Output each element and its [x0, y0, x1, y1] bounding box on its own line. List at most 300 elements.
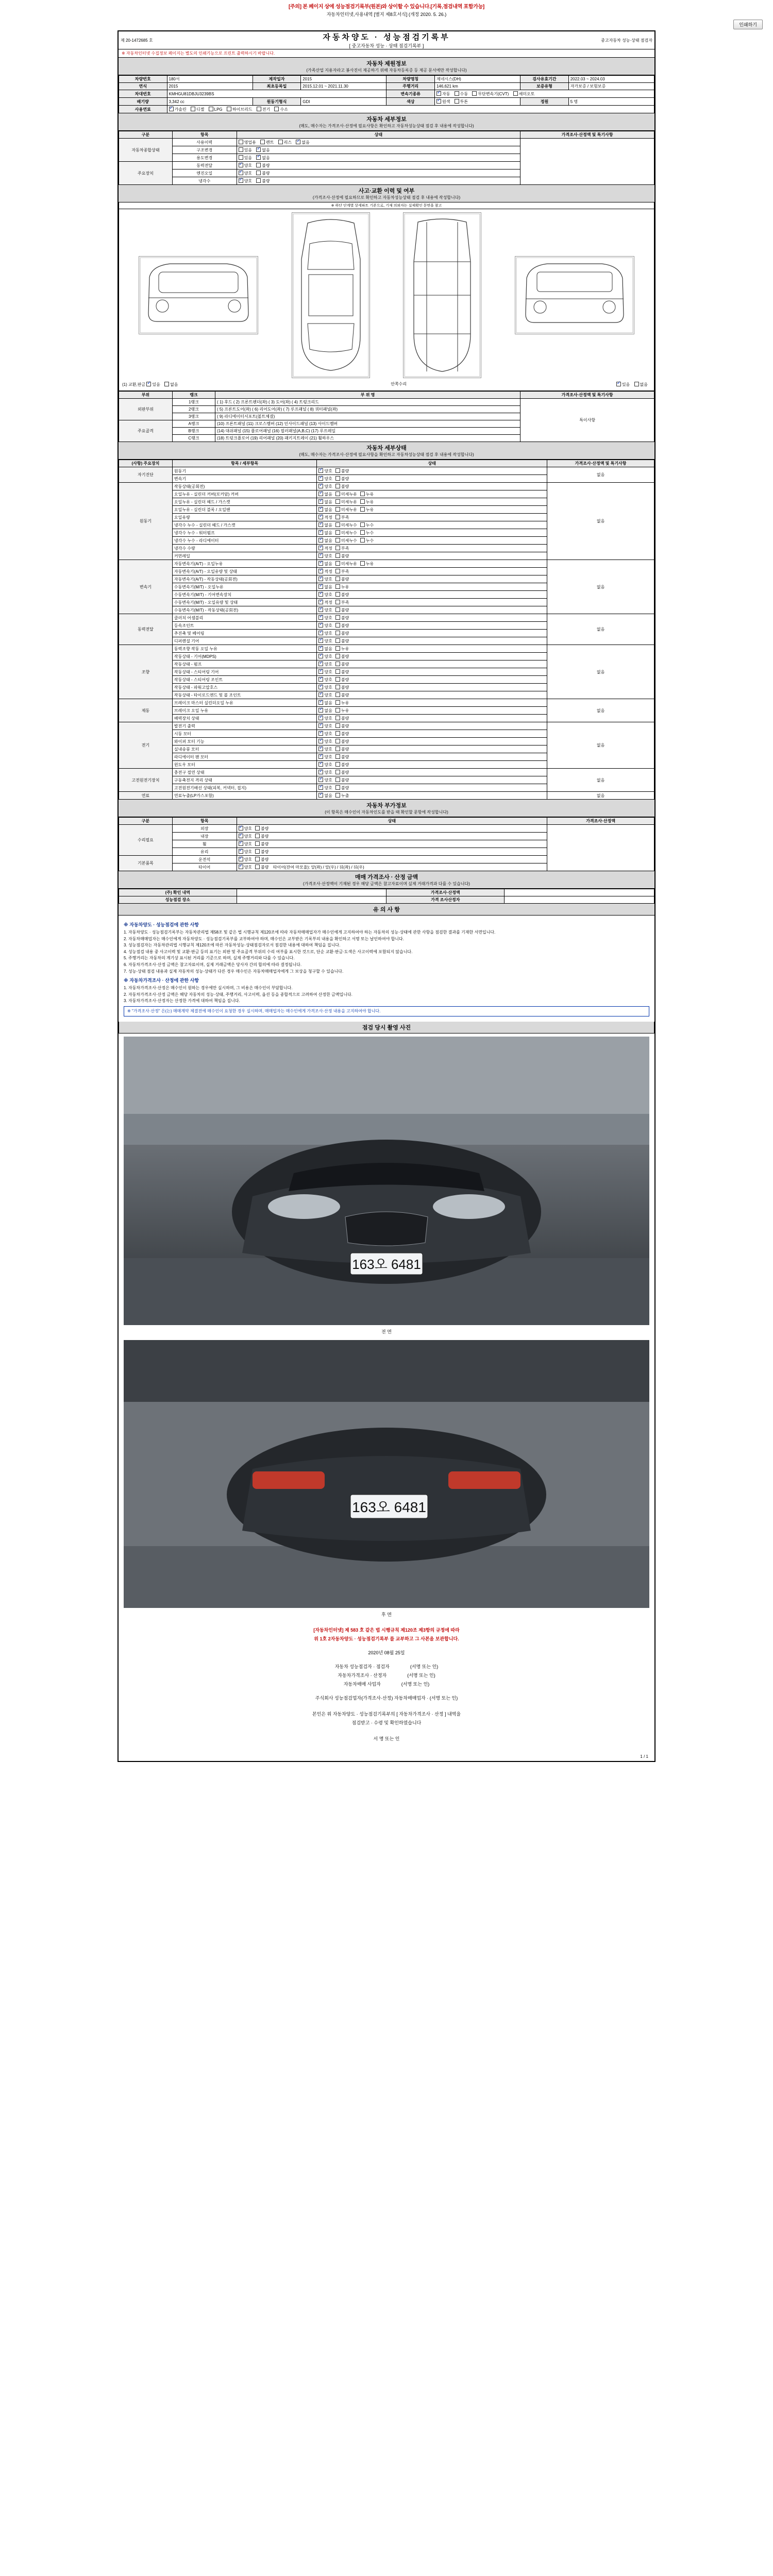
status-option[interactable]: 불량	[335, 684, 349, 690]
checkbox-icon[interactable]	[239, 841, 243, 846]
status-option[interactable]: ✓ 양호	[318, 653, 332, 659]
simple-repair-yes[interactable]: ✓ 있음	[616, 381, 630, 387]
status-option[interactable]: ✓ 양호	[318, 607, 332, 613]
checkbox-icon[interactable]	[318, 569, 323, 573]
extra-option[interactable]: 불량	[255, 841, 268, 847]
checkbox-icon[interactable]	[335, 515, 340, 519]
extra-option[interactable]: ✓ 양호	[239, 825, 252, 832]
status-option[interactable]: ✓ 양호	[318, 738, 332, 744]
usechange-yes[interactable]: 있음	[239, 155, 252, 161]
status-option[interactable]: ✓ 양호	[318, 591, 332, 598]
checkbox-icon[interactable]	[318, 731, 323, 736]
checkbox-icon[interactable]	[318, 785, 323, 790]
status-option[interactable]: 누유	[335, 584, 349, 590]
print-button[interactable]: 인쇄하기	[733, 20, 763, 29]
checkbox-icon[interactable]	[318, 476, 323, 481]
status-option[interactable]: ✓ 없음	[318, 491, 332, 497]
status-option[interactable]: ✓ 양호	[318, 777, 332, 783]
status-option[interactable]: 누수	[360, 537, 374, 544]
checkbox-icon[interactable]	[436, 91, 441, 96]
checkbox-icon[interactable]	[360, 538, 365, 543]
status-option[interactable]: 불량	[335, 669, 349, 675]
checkbox-icon[interactable]	[335, 739, 340, 743]
checkbox-icon[interactable]	[335, 607, 340, 612]
checkbox-icon[interactable]	[318, 739, 323, 743]
structure-yes[interactable]: 있음	[239, 147, 252, 153]
status-option[interactable]: 부족	[335, 545, 349, 551]
checkbox-icon[interactable]	[318, 646, 323, 651]
checkbox-icon[interactable]	[335, 484, 340, 488]
checkbox-icon[interactable]	[239, 155, 243, 160]
fuel-hybrid[interactable]: 하이브리드	[227, 106, 253, 112]
checkbox-icon[interactable]	[318, 623, 323, 628]
section-price-band	[119, 871, 654, 889]
checkbox-icon[interactable]	[256, 178, 261, 183]
checkbox-icon[interactable]	[164, 382, 169, 386]
status-option[interactable]: ✓ 없음	[318, 530, 332, 536]
extra-option[interactable]: ✓ 양호	[239, 864, 252, 870]
status-option[interactable]: 미세누유	[335, 499, 357, 505]
status-option[interactable]: ✓ 양호	[318, 468, 332, 474]
checkbox-icon[interactable]	[318, 654, 323, 658]
checkbox-icon[interactable]	[318, 584, 323, 589]
status-option[interactable]: ✓ 양호	[318, 769, 332, 775]
status-option[interactable]: ✓ 없음	[318, 792, 332, 799]
status-option[interactable]: ✓ 양호	[318, 715, 332, 721]
checkbox-icon[interactable]	[360, 522, 365, 527]
status-item-label: 원동기	[172, 467, 317, 475]
status-option[interactable]: 불량	[335, 622, 349, 629]
status-option[interactable]: 미세누수	[335, 530, 357, 536]
status-option[interactable]: ✓ 적정	[318, 514, 332, 520]
checkbox-icon[interactable]	[335, 615, 340, 620]
status-option[interactable]: 누출	[335, 792, 349, 799]
checkbox-icon[interactable]	[239, 857, 243, 861]
checkbox-icon[interactable]	[335, 716, 340, 720]
status-options	[317, 529, 547, 537]
checkbox-icon[interactable]	[335, 692, 340, 697]
checkbox-icon[interactable]	[335, 492, 340, 496]
terms-body	[119, 916, 654, 1022]
extra-option[interactable]: 불량	[255, 833, 268, 839]
checkbox-icon[interactable]	[335, 592, 340, 597]
checkbox-icon[interactable]	[227, 107, 231, 111]
status-option[interactable]: 누유	[335, 707, 349, 714]
checkbox-icon[interactable]	[436, 99, 441, 104]
status-option[interactable]: ✓ 없음	[318, 537, 332, 544]
checkbox-icon[interactable]	[318, 777, 323, 782]
checkbox-icon[interactable]	[335, 638, 340, 643]
checkbox-icon[interactable]	[360, 507, 365, 512]
checkbox-icon[interactable]	[335, 777, 340, 782]
checkbox-icon[interactable]	[318, 692, 323, 697]
row-value: 2015.12.01 ~ 2021.11.30	[301, 83, 386, 90]
status-option[interactable]: ✓ 양호	[318, 669, 332, 675]
status-option[interactable]: ✓ 없음	[318, 499, 332, 505]
checkbox-icon[interactable]	[239, 826, 243, 831]
checkbox-icon[interactable]	[318, 747, 323, 751]
checkbox-icon[interactable]	[318, 677, 323, 682]
checkbox-icon[interactable]	[335, 522, 340, 527]
status-option[interactable]: 불량	[335, 591, 349, 598]
checkbox-icon[interactable]	[318, 530, 323, 535]
checkbox-icon[interactable]	[257, 107, 261, 111]
checkbox-icon[interactable]	[335, 685, 340, 689]
checkbox-icon[interactable]	[296, 140, 300, 144]
fuel-electric[interactable]: 전기	[257, 106, 270, 112]
fuel-label: 사용연료	[119, 106, 167, 113]
extra-option[interactable]: ✓ 양호	[239, 849, 252, 855]
checkbox-icon[interactable]	[335, 577, 340, 581]
status-option[interactable]: 불량	[335, 738, 349, 744]
checkbox-icon[interactable]	[318, 507, 323, 512]
extra-option[interactable]: 불량	[255, 849, 268, 855]
status-options	[317, 660, 547, 668]
status-option[interactable]: ✓ 양호	[318, 661, 332, 667]
checkbox-icon[interactable]	[455, 91, 459, 96]
status-option[interactable]: 미세누유	[335, 491, 357, 497]
status-option[interactable]: 불량	[335, 731, 349, 737]
sign-date: 2020년 08월 25일	[368, 1650, 405, 1655]
usechange-no[interactable]: ✓ 없음	[256, 155, 270, 161]
checkbox-icon[interactable]	[335, 654, 340, 658]
checkbox-icon[interactable]	[318, 662, 323, 666]
checkbox-icon[interactable]	[513, 91, 518, 96]
checkbox-icon[interactable]	[209, 107, 213, 111]
fuel-hydrogen[interactable]: 수소	[274, 106, 288, 112]
checkbox-icon[interactable]	[335, 723, 340, 728]
status-option[interactable]: 불량	[335, 723, 349, 729]
checkbox-icon[interactable]	[239, 865, 243, 869]
checkbox-icon[interactable]	[360, 492, 365, 496]
status-option[interactable]: 미세누수	[335, 537, 357, 544]
status-option[interactable]: 부족	[335, 568, 349, 574]
checkbox-icon[interactable]	[239, 140, 243, 144]
status-option[interactable]: ✓ 적정	[318, 568, 332, 574]
use-rent[interactable]: 렌트	[260, 139, 274, 145]
checkbox-icon[interactable]	[318, 615, 323, 620]
status-option[interactable]: ✓ 양호	[318, 615, 332, 621]
checkbox-icon[interactable]	[255, 834, 260, 838]
checkbox-icon[interactable]	[360, 499, 365, 504]
status-price-cell: 없음	[547, 722, 654, 769]
price-row-label: 성능점검 장소	[119, 896, 237, 904]
fuel-lpg[interactable]: LPG	[209, 106, 223, 112]
fuel-diesel[interactable]: 디젤	[191, 106, 204, 112]
checkbox-icon[interactable]	[318, 723, 323, 728]
checkbox-icon[interactable]	[318, 546, 323, 550]
extra-option[interactable]: ✓ 양호	[239, 856, 252, 862]
checkbox-icon[interactable]	[318, 561, 323, 566]
status-option[interactable]: 불량	[335, 746, 349, 752]
checkbox-icon[interactable]	[169, 107, 174, 111]
accident-note: ※ 하단 단계별 상세파트 기준으로, 기재 의뢰자는 실제확인 문면을 참고	[119, 202, 654, 209]
engineoil-good[interactable]: ✓ 양호	[239, 170, 252, 176]
checkbox-icon[interactable]	[335, 669, 340, 674]
trans-cvt[interactable]: 무단변속기(CVT)	[472, 91, 509, 97]
status-option[interactable]: 불량	[335, 630, 349, 636]
checkbox-icon[interactable]	[256, 155, 261, 160]
status-item-label: 브레이크 오일 누유	[172, 707, 317, 715]
use-none[interactable]: ✓ 없음	[296, 139, 309, 145]
status-option[interactable]: ✓ 양호	[318, 692, 332, 698]
status-option[interactable]: 불량	[335, 468, 349, 474]
panel-col-rank: 랭크	[172, 392, 215, 399]
status-option[interactable]: 불량	[335, 761, 349, 768]
checkbox-icon[interactable]	[335, 731, 340, 736]
checkbox-icon[interactable]	[335, 747, 340, 751]
checkbox-icon[interactable]	[335, 793, 340, 798]
status-option[interactable]: ✓ 없음	[318, 700, 332, 706]
diagram-legend-mid	[391, 381, 407, 387]
checkbox-icon[interactable]	[335, 754, 340, 759]
status-option[interactable]: 미세누유	[335, 561, 357, 567]
sign-line-value[interactable]: (서명 또는 인)	[410, 1664, 439, 1669]
checkbox-icon[interactable]	[360, 530, 365, 535]
status-option[interactable]: 미세누유	[335, 506, 357, 513]
status-option[interactable]: ✓ 양호	[318, 723, 332, 729]
checkbox-icon[interactable]	[335, 623, 340, 628]
status-option[interactable]: 불량	[335, 638, 349, 644]
checkbox-icon[interactable]	[255, 826, 260, 831]
checkbox-icon[interactable]	[616, 382, 621, 386]
status-option[interactable]: 불량	[335, 785, 349, 791]
checkbox-icon[interactable]	[318, 708, 323, 713]
status-option[interactable]: 누유	[360, 561, 374, 567]
checkbox-icon[interactable]	[335, 553, 340, 558]
section-extra-band	[119, 800, 654, 817]
status-option[interactable]: 부족	[335, 514, 349, 520]
checkbox-icon[interactable]	[318, 522, 323, 527]
status-option[interactable]: ✓ 없음	[318, 506, 332, 513]
checkbox-icon[interactable]	[318, 515, 323, 519]
checkbox-icon[interactable]	[318, 770, 323, 774]
accident-yes[interactable]: ✓ 있음	[146, 381, 160, 387]
use-lease[interactable]: 리스	[278, 139, 292, 145]
checkbox-icon[interactable]	[335, 584, 340, 589]
status-item-label: 오일누유 - 실린더 커버(로커암) 커버	[172, 490, 317, 498]
sign-line-value[interactable]: (서명 또는 인)	[407, 1673, 435, 1678]
row-label: 배기량	[119, 98, 167, 106]
checkbox-icon[interactable]	[318, 484, 323, 488]
extra-option[interactable]: 불량	[255, 864, 268, 870]
checkbox-icon[interactable]	[255, 865, 260, 869]
sign-line-value[interactable]: (서명 또는 인)	[401, 1682, 430, 1687]
status-option[interactable]: 누유	[360, 506, 374, 513]
checkbox-icon[interactable]	[318, 754, 323, 759]
status-option[interactable]: ✓ 양호	[318, 622, 332, 629]
extra-option[interactable]: ✓ 양호	[239, 841, 252, 847]
checkbox-icon[interactable]	[256, 163, 261, 167]
checkbox-icon[interactable]	[256, 171, 261, 175]
status-option[interactable]: 불량	[335, 483, 349, 489]
simple-repair-no[interactable]: 없음	[634, 381, 648, 387]
structure-no[interactable]: ✓ 없음	[256, 147, 270, 153]
checkbox-icon[interactable]	[239, 849, 243, 854]
status-option[interactable]: 누유	[335, 700, 349, 706]
status-option[interactable]: ✓ 없음	[318, 707, 332, 714]
status-option[interactable]: ✓ 양호	[318, 476, 332, 482]
status-options	[317, 622, 547, 630]
status-option[interactable]: 누수	[360, 522, 374, 528]
status-option[interactable]: ✓ 양호	[318, 731, 332, 737]
status-option[interactable]: ✓ 없음	[318, 522, 332, 528]
checkbox-icon[interactable]	[360, 561, 365, 566]
checkbox-icon[interactable]	[255, 849, 260, 854]
checkbox-icon[interactable]	[318, 538, 323, 543]
extra-option[interactable]: 불량	[255, 825, 268, 832]
status-option[interactable]: 누수	[360, 530, 374, 536]
terms-p2: 2. 자동차매매업자는 매수인에게 자동차양도 · 성능점검기록부를 교부하여야 하며, 매수인은 교부받은 기록부의 내용을 확인하고 서명 또는 날인하여야 합니다.	[124, 936, 404, 941]
checkbox-icon[interactable]	[634, 382, 639, 386]
status-price-cell: 없음	[547, 792, 654, 800]
use-commercial[interactable]: 영업용	[239, 139, 256, 145]
status-option[interactable]: 불량	[335, 715, 349, 721]
checkbox-icon[interactable]	[274, 107, 279, 111]
checkbox-icon[interactable]	[318, 685, 323, 689]
checkbox-icon[interactable]	[318, 553, 323, 558]
checkbox-icon[interactable]	[318, 762, 323, 767]
status-option[interactable]: ✓ 없음	[318, 561, 332, 567]
status-option[interactable]: ✓ 적정	[318, 599, 332, 605]
status-option[interactable]: 누유	[335, 646, 349, 652]
checkbox-icon[interactable]	[318, 499, 323, 504]
checkbox-icon[interactable]	[318, 700, 323, 705]
status-option[interactable]: 불량	[335, 692, 349, 698]
status-option[interactable]: ✓ 없음	[318, 646, 332, 652]
checkbox-icon[interactable]	[318, 716, 323, 720]
checkbox-icon[interactable]	[335, 785, 340, 790]
checkbox-icon[interactable]	[335, 507, 340, 512]
checkbox-icon[interactable]	[335, 530, 340, 535]
status-option[interactable]: ✓ 양호	[318, 785, 332, 791]
status-option[interactable]: 불량	[335, 661, 349, 667]
checkbox-icon[interactable]	[335, 708, 340, 713]
trans-manual[interactable]: 수동	[455, 91, 468, 97]
coolant-bad[interactable]: 불량	[256, 178, 270, 184]
status-option[interactable]: 불량	[335, 777, 349, 783]
checkbox-icon[interactable]	[335, 538, 340, 543]
status-options	[317, 784, 547, 792]
checkbox-icon[interactable]	[335, 499, 340, 504]
checkbox-icon[interactable]	[335, 700, 340, 705]
checkbox-icon[interactable]	[318, 600, 323, 604]
extra-option[interactable]: 불량	[255, 856, 268, 862]
status-option[interactable]: ✓ 적정	[318, 545, 332, 551]
power-bad[interactable]: 불량	[256, 162, 270, 168]
checkbox-icon[interactable]	[335, 770, 340, 774]
status-option[interactable]: ✓ 양호	[318, 754, 332, 760]
checkbox-icon[interactable]	[335, 561, 340, 566]
detail-col-state: 상태	[237, 131, 520, 139]
checkbox-icon[interactable]	[256, 147, 261, 152]
checkbox-icon[interactable]	[239, 178, 243, 183]
status-option[interactable]: ✓ 양호	[318, 761, 332, 768]
status-option[interactable]: ✓ 양호	[318, 746, 332, 752]
checkbox-icon[interactable]	[335, 468, 340, 473]
checkbox-icon[interactable]	[335, 762, 340, 767]
checkbox-icon[interactable]	[472, 91, 477, 96]
status-option[interactable]: ✓ 양호	[318, 553, 332, 559]
checkbox-icon[interactable]	[335, 546, 340, 550]
sign-field-label[interactable]: 서 명 또는 인	[373, 1736, 400, 1742]
status-option[interactable]: ✓ 양호	[318, 638, 332, 644]
checkbox-icon[interactable]	[318, 793, 323, 798]
checkbox-icon[interactable]	[318, 669, 323, 674]
checkbox-icon[interactable]	[335, 677, 340, 682]
checkbox-icon[interactable]	[318, 577, 323, 581]
status-option[interactable]: ✓ 양호	[318, 483, 332, 489]
checkbox-icon[interactable]	[318, 468, 323, 473]
status-option[interactable]: 불량	[335, 653, 349, 659]
checkbox-icon[interactable]	[335, 662, 340, 666]
checkbox-icon[interactable]	[455, 99, 459, 104]
price-row-value	[505, 896, 654, 904]
checkbox-icon[interactable]	[335, 600, 340, 604]
checkbox-icon[interactable]	[318, 638, 323, 643]
status-option[interactable]: 불량	[335, 676, 349, 683]
checkbox-icon[interactable]	[335, 476, 340, 481]
checkbox-icon[interactable]	[318, 631, 323, 635]
extra-option[interactable]: ✓ 양호	[239, 833, 252, 839]
status-option[interactable]: ✓ 양호	[318, 676, 332, 683]
engineoil-bad[interactable]: 불량	[256, 170, 270, 176]
checkbox-icon[interactable]	[146, 382, 151, 386]
status-option[interactable]: ✓ 양호	[318, 630, 332, 636]
status-option[interactable]: 부족	[335, 599, 349, 605]
checkbox-icon[interactable]	[191, 107, 195, 111]
status-option[interactable]: ✓ 양호	[318, 684, 332, 690]
checkbox-icon[interactable]	[335, 631, 340, 635]
checkbox-icon[interactable]	[260, 140, 265, 144]
status-option[interactable]: 불량	[335, 615, 349, 621]
status-option[interactable]: 누유	[360, 499, 374, 505]
panel-memo: 특이사항	[520, 399, 654, 442]
accident-no[interactable]: 없음	[164, 381, 178, 387]
status-option[interactable]: 불량	[335, 769, 349, 775]
status-option[interactable]: 미세누수	[335, 522, 357, 528]
checkbox-icon[interactable]	[239, 834, 243, 838]
power-good[interactable]: ✓ 양호	[239, 162, 252, 168]
checkbox-icon[interactable]	[335, 646, 340, 651]
status-option[interactable]: 불량	[335, 607, 349, 613]
trans-semi[interactable]: 세미오토	[513, 91, 535, 97]
fuel-gasoline[interactable]: ✓ 가솔린	[169, 106, 187, 112]
checkbox-icon[interactable]	[239, 171, 243, 175]
checkbox-icon[interactable]	[239, 163, 243, 167]
checkbox-icon[interactable]	[318, 592, 323, 597]
checkbox-icon[interactable]	[278, 140, 283, 144]
color-single[interactable]: ✓ 원색	[436, 98, 450, 105]
checkbox-icon[interactable]	[239, 147, 243, 152]
status-option[interactable]: 불량	[335, 754, 349, 760]
checkbox-icon[interactable]	[318, 607, 323, 612]
checkbox-icon[interactable]	[335, 569, 340, 573]
status-option[interactable]: 불량	[335, 476, 349, 482]
status-option[interactable]: ✓ 양호	[318, 576, 332, 582]
checkbox-icon[interactable]	[255, 841, 260, 846]
checkbox-icon[interactable]	[255, 857, 260, 861]
color-two-tone[interactable]: 투톤	[455, 98, 468, 105]
trans-auto[interactable]: ✓ 자동	[436, 91, 450, 97]
table-row	[119, 792, 654, 800]
coolant-good[interactable]: ✓ 양호	[239, 178, 252, 184]
status-option[interactable]: ✓ 없음	[318, 584, 332, 590]
status-option[interactable]: 불량	[335, 553, 349, 559]
status-option[interactable]: 누유	[360, 491, 374, 497]
checkbox-icon[interactable]	[318, 492, 323, 496]
status-option[interactable]: 불량	[335, 576, 349, 582]
